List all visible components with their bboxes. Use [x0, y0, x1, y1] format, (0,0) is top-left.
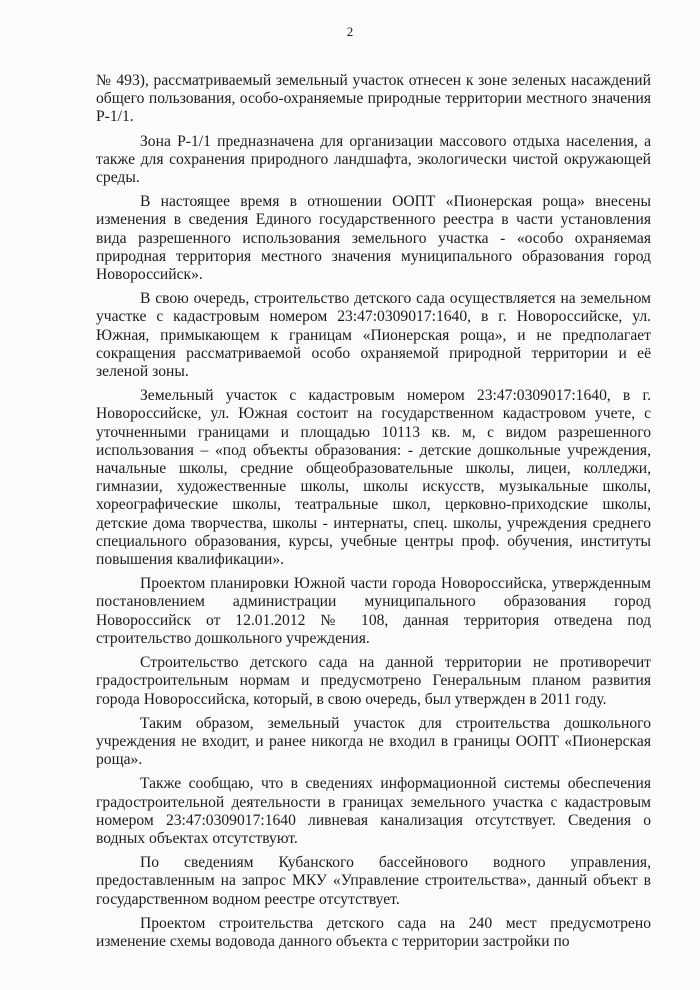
paragraph: Зона Р-1/1 предназначена для организации массового отдыха населения, а также для сохранения природного ландшафта, экологически чистой окружающей среды.	[96, 132, 651, 187]
paragraph: По сведениям Кубанского бассейнового водного управления, предоставленным на запрос МКУ «Управление строительства», данный объект в государственном водном реестре отсутствует.	[96, 854, 651, 908]
page-number: 2	[346, 24, 354, 39]
paragraph: Проектом строительства детского сада на 240 мест предусмотрено изменение схемы водовода данного объекта с территории застройки по	[96, 914, 651, 950]
paragraph: Также сообщаю, что в сведениях информационной системы обеспечения градостроительной деятельности в границах земельного участка с кадастровым номером 23:47:0309017:1640 ливневая канализация отсутствует. Сведения о водных объектах отсутствуют.	[96, 775, 651, 847]
paragraph: Проектом планировки Южной части города Новороссийска, утвержденным постановлением администрации муниципального образования город Новороссийск от 12.01.2012 № 108, данная территория отведена под строительство дошкольного учреждения.	[96, 575, 651, 647]
paragraph: № 493), рассматриваемый земельный участок отнесен к зоне зеленых насаждений общего пользования, особо-охраняемые природные территории местного значения Р-1/1.	[96, 72, 651, 126]
paragraph: В настоящее время в отношении ООПТ «Пионерская роща» внесены изменения в сведения Единого государственного реестра в части установления вида разрешенного использования земельного участка - «особо охраняемая природная территория местного значения муниципального образования город Новороссийск».	[96, 193, 651, 284]
paragraph: В свою очередь, строительство детского сада осуществляется на земельном участке с кадастровым номером 23:47:0309017:1640, в г. Новороссийске, ул. Южная, примыкающем к границам «Пионерская роща», и не предполагает сокращения рассматриваемой особо охраняемой природной территории и её зеленой зоны.	[96, 290, 651, 381]
paragraph: Земельный участок с кадастровым номером 23:47:0309017:1640, в г. Новороссийске, ул. Южная состоит на государственном кадастровом учете, с уточненными границами и площадью 10113 кв. м, с видом разрешенного использования – «под объекты образования: - детские дошкольные учреждения, начальные школы, средние общеобразовательные школы, лицеи, колледжи, гимназии, художественные школы, школы искусств, музыкальные школы, хореографические школы, театральные школ, церковно-приходские школы, детские дома творчества, школы - интернаты, спец. школы, учреждения среднего специального образования, курсы, учебные центры проф. обучения, институты повышения квалификации».	[96, 387, 651, 569]
paragraph: Таким образом, земельный участок для строительства дошкольного учреждения не входит, и ранее никогда не входил в границы ООПТ «Пионерская роща».	[96, 714, 651, 769]
document-body	[96, 72, 651, 957]
paragraph: Строительство детского сада на данной территории не противоречит градостроительным нормам и предусмотрено Генеральным планом развития города Новороссийска, который, в свою очередь, был утвержден в 2011 году.	[96, 654, 651, 708]
